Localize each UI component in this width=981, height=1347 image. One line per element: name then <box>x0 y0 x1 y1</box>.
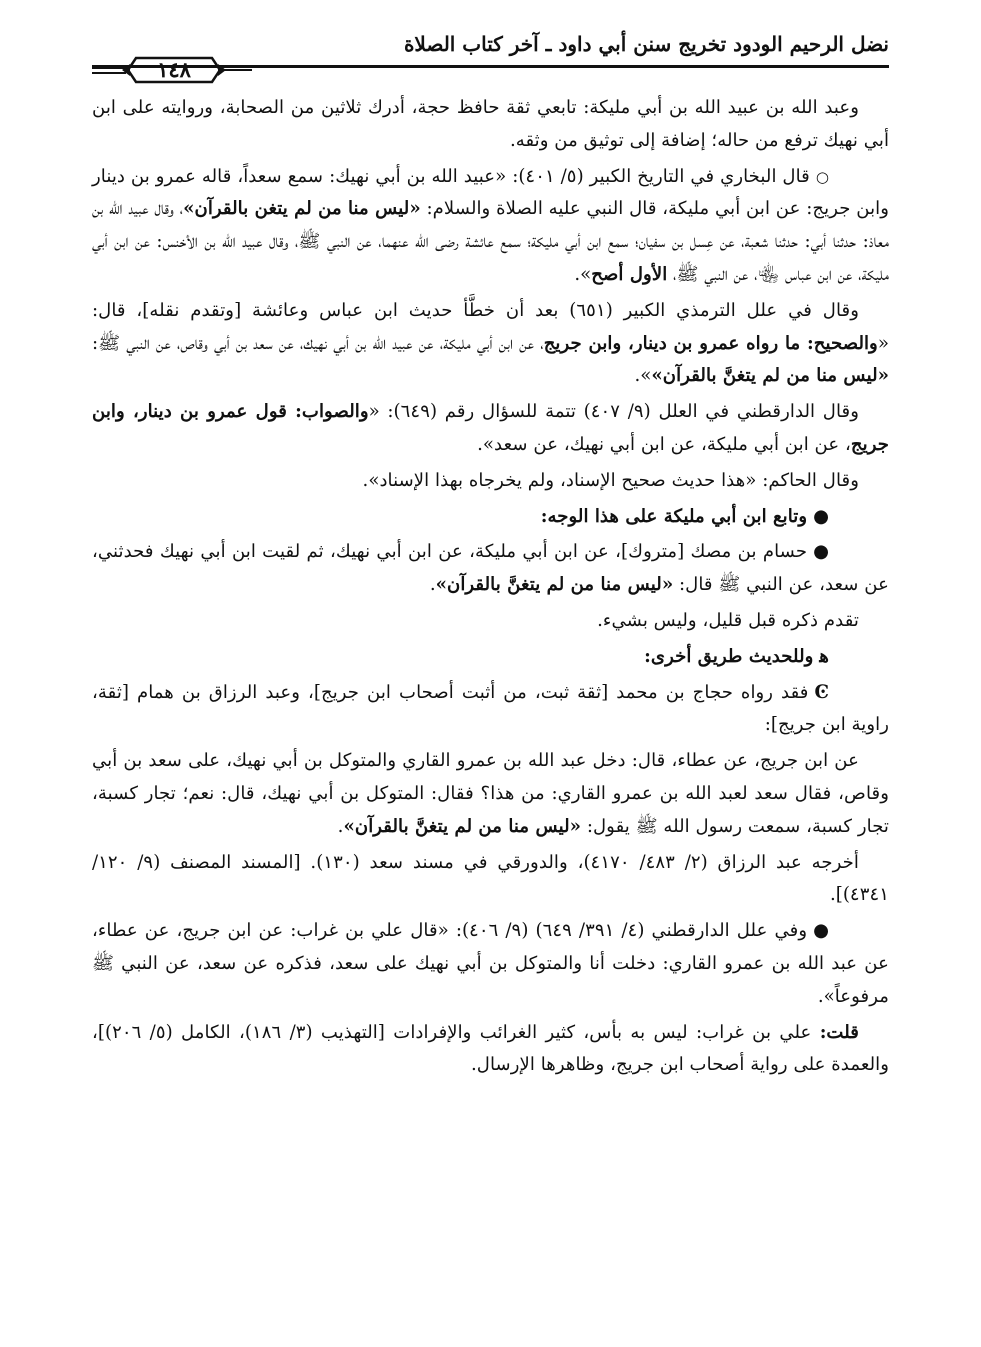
bold-hadith-text: «ليس منا من لم يتغنَّ بالقرآن» <box>435 574 674 596</box>
text-run: ، عن ابن أبي مليكة، عن ابن أبي نهيك، عن سعد». <box>477 433 851 455</box>
text-run: ». <box>574 263 592 285</box>
paragraph-4 <box>92 396 889 462</box>
paragraph-8: تقدم ذكره قبل قليل، وليس بشيء. <box>597 609 859 631</box>
text-run: قال البخاري في التاريخ الكبير (٥/ ٤٠١): «عبيد الله بن أبي نهيك: سمع سعداً، قاله عمرو بن دينار وابن جريج: عن ابن أبي مليكة، قال النبي عليه الصلاة والسلام: <box>92 165 890 220</box>
text-run: وتابع ابن أبي مليكة على هذا الوجه: <box>540 505 808 527</box>
text-run: علي بن غراب: ليس به بأس، كثير الغرائب والإفرادات [التهذيب (٣/ ١٨٦)، الكامل (٥/ ٢٠٦)]، والعمدة على رواية أصحاب ابن جريج، وظاهرها الإرسال. <box>92 1021 889 1076</box>
paragraph-12: أخرجه عبد الرزاق (٢/ ٤٨٣/ ٤١٧٠)، والدورقي في مسند سعد (١٣٠). [المسند المصنف (٩/ ١٢٠/ ٤٣٤١)]. <box>92 851 889 906</box>
header-title: نضل الرحيم الودود تخريج سنن أبي داود ـ آخر كتاب الصلاة <box>403 32 889 56</box>
bold-hadith-text: «ليس منا من لم يتغن بالقرآن» <box>183 198 421 220</box>
text-run: . <box>429 574 436 596</box>
bullet-icon: ● <box>813 505 829 527</box>
paragraph-9 <box>92 641 889 674</box>
text-run: وقال الدارقطني في العلل (٩/ ٤٠٧) تتمة للسؤال رقم (٦٤٩): « <box>368 401 859 423</box>
bold-hadith-text: «ليس منا من لم يتغنَّ بالقرآن» <box>651 365 889 387</box>
bold-note-label: قلت: <box>819 1021 859 1043</box>
paragraph-11 <box>92 745 889 843</box>
crescent-icon: Ͼ <box>814 681 829 703</box>
text-run: وللحديث طريق أخرى: <box>644 645 814 667</box>
page-number: ١٤٨ <box>157 57 191 82</box>
bold-hadith-text: «ليس منا من لم يتغنَّ بالقرآن» <box>343 815 582 837</box>
paragraph-13 <box>92 915 889 1013</box>
paragraph-14 <box>92 1017 889 1083</box>
bold-verdict: والصواب: قول عمرو بن دينار، وابن جريج <box>92 401 889 455</box>
text-run: ، عن ابن أبي مليكة، عن عبيد الله بن أبي نهيك، عن سعد بن أبي وقاص، عن النبي ﷺ: <box>92 332 544 354</box>
text-run: عن ابن جريج، عن عطاء، قال: دخل عبد الله بن عمرو القاري والمتوكل بن أبي نهيك، على سعد بن أبي وقاص، فقال سعد لعبد الله بن عمرو القاري: من هذا؟ فقال: المتوكل بن أبي نهيك، قال: نعم؛ تجار كسبة، تجار كسبة، سمعت رسول الله ﷺ يقول: <box>92 750 889 837</box>
ring-marker-icon: ○ <box>815 167 829 186</box>
text-run: ، وقال عبيد الله بن معاذ: حدثنا أبي: حدثنا شعبة، عن عِسل بن سفيان؛ سمع ابن أبي مليكة؛ سمع عائشة رضى الله عنهما، عن النبي ﷺ، وقال عبيد الله بن الأخنس: عن ابن أبي مليكة، عن ابن عباس ﵄، عن النبي ﷺ، <box>92 198 889 285</box>
text-run: وفي علل الدارقطني (٤/ ٣٩١/ ٦٤٩) (٩/ ٤٠٦): «قال علي بن غراب: عن ابن جريج، عن عطاء، عن عبد الله بن عمرو القاري: دخلت أنا والمتوكل بن أبي نهيك على سعد، فذكره عن سعد، عن النبي ﷺ مرفوعاً». <box>92 920 889 1007</box>
text-run: ». <box>634 365 652 387</box>
bold-verdict: والصحيح: ما رواه عمرو بن دينار، وابن جريج <box>543 332 878 354</box>
page-number-ornament <box>92 55 252 85</box>
running-header <box>92 30 889 92</box>
paragraph-2 <box>92 161 889 292</box>
text-run: وقال في علل الترمذي الكبير (٦٥١) بعد أن خطَّأ حديث ابن عباس وعائشة [وتقدم نقله]، قال: « <box>92 299 889 354</box>
bold-verdict: الأول أصح <box>591 263 668 285</box>
paragraph-5: وقال الحاكم: «هذا حديث صحيح الإسناد، ولم يخرجاه بهذا الإسناد». <box>362 469 859 491</box>
leaf-icon: ﻫ <box>819 645 829 667</box>
paragraph-6 <box>92 501 889 534</box>
page <box>92 30 889 1327</box>
bullet-icon: ● <box>813 920 829 942</box>
paragraph-3 <box>92 295 889 393</box>
paragraph-10 <box>92 677 889 743</box>
text-run: . <box>337 815 344 837</box>
page-body <box>92 92 889 1082</box>
paragraph-7 <box>92 536 889 602</box>
bullet-icon: ● <box>813 541 829 563</box>
text-run: حسام بن مصك [متروك]، عن ابن أبي مليكة، عن ابن أبي نهيك، ثم لقيت ابن أبي نهيك فحدثني، عن سعد، عن النبي ﷺ قال: <box>92 541 889 596</box>
text-run: فقد رواه حجاج بن محمد [ثقة ثبت، من أثبت أصحاب ابن جريج]، وعبد الرزاق بن همام [ثقة، راوية ابن جريج]: <box>92 681 889 736</box>
paragraph-1: وعبد الله بن عبيد الله بن أبي مليكة: تابعي ثقة حافظ حجة، أدرك ثلاثين من الصحابة، وروايته على ابن أبي نهيك ترفع من حاله؛ إضافة إلى توثيق من وثقه. <box>92 97 889 151</box>
